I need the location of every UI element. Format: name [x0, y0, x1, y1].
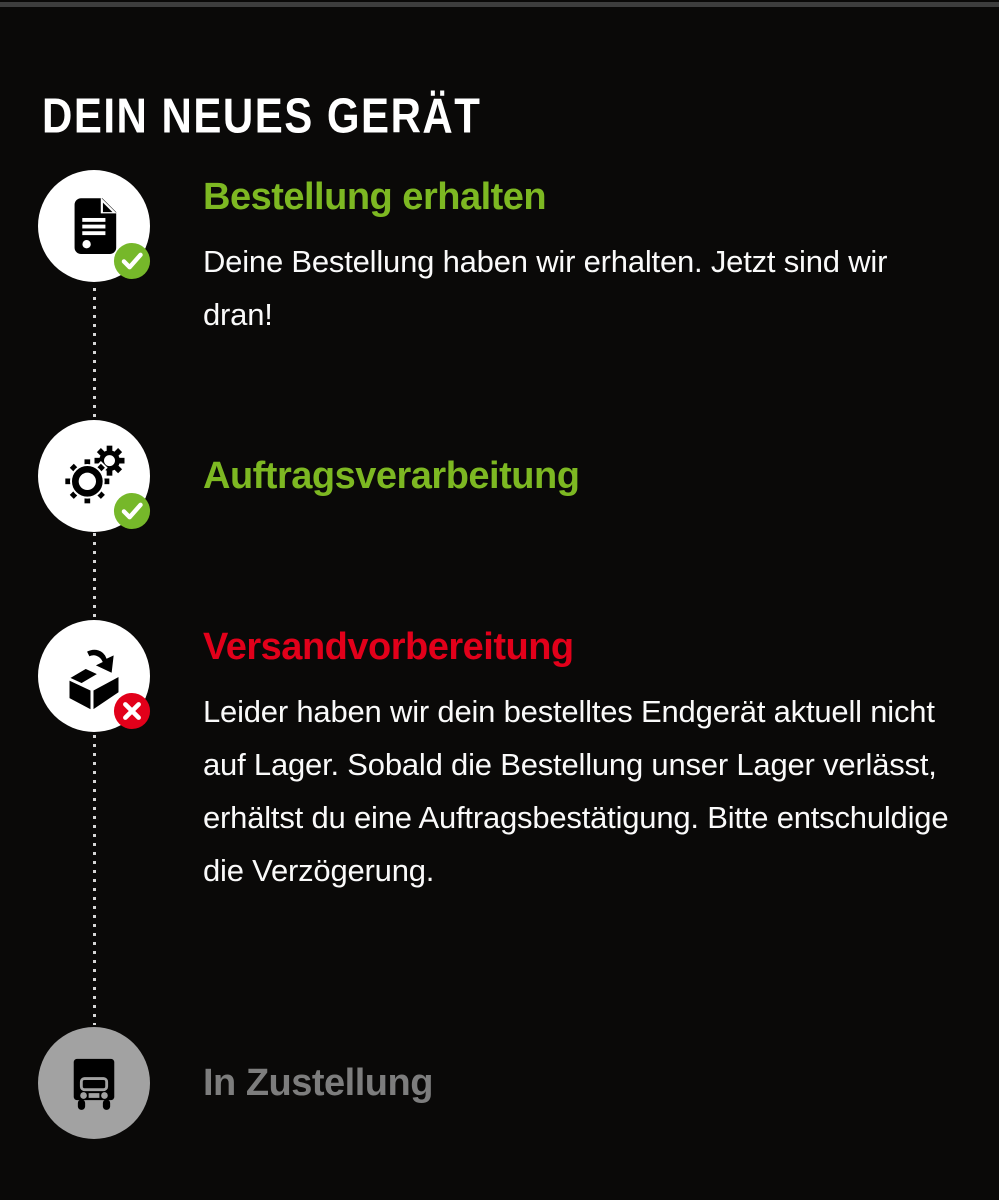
step-title: Auftragsverarbeitung [203, 455, 580, 497]
step-description: Leider haben wir dein bestelltes Endgerät aktuell nicht auf Lager. Sobald die Bestellung unser Lager verlässt, erhältst du eine Auftragsbestätigung. Bitte entschuldige die Verzögerung. [203, 694, 949, 888]
timeline-step-shipping-preparation [38, 620, 968, 897]
step-title: Bestellung erhalten [203, 176, 547, 218]
step-icon-circle [38, 620, 150, 732]
truck-icon [56, 1045, 132, 1121]
check-badge-icon [113, 492, 151, 530]
error-badge-icon [113, 692, 151, 730]
page-title: DEIN NEUES GERÄT [42, 88, 482, 144]
step-icon-circle [38, 420, 150, 532]
top-divider-bar [0, 2, 999, 7]
step-description: Deine Bestellung haben wir erhalten. Jetzt sind wir dran! [203, 244, 888, 332]
timeline-step-in-delivery [38, 1027, 968, 1176]
step-title: Versandvorbereitung [203, 626, 574, 668]
timeline-step-order-received [38, 170, 968, 341]
timeline-step-order-processing [38, 420, 968, 569]
step-icon-circle [38, 170, 150, 282]
step-icon-circle [38, 1027, 150, 1139]
step-title: In Zustellung [203, 1062, 433, 1104]
check-badge-icon [113, 242, 151, 280]
